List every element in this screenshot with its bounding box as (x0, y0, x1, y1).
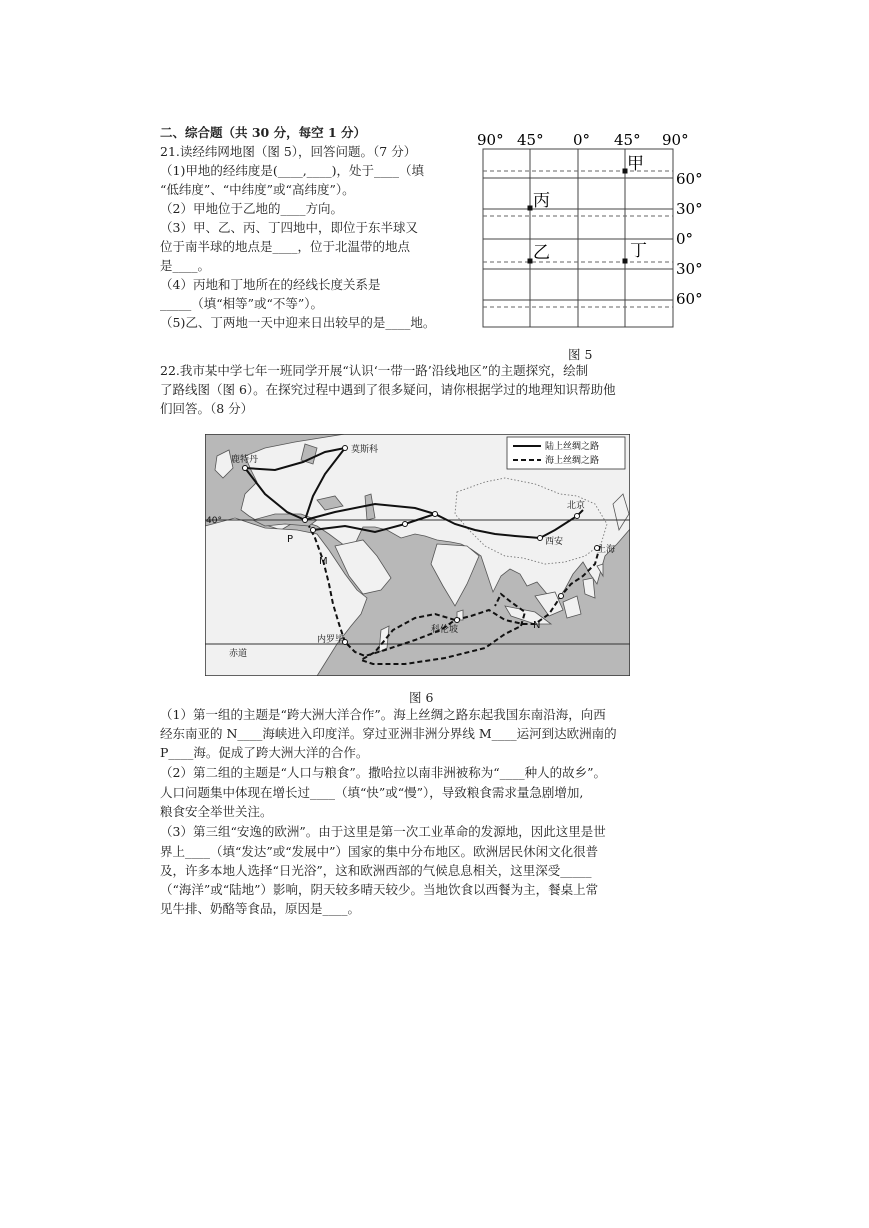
point-bing-label: 丙 (533, 191, 550, 211)
q21-line: 21.读经纬网地图（图 5），回答问题。（7 分） (160, 144, 417, 159)
route-node (538, 536, 543, 541)
q21-line: 是____。 (160, 258, 211, 273)
q22-line: P____海。促成了跨大洲大洋的合作。 (160, 745, 369, 760)
legend-sea-label: 海上丝绸之路 (545, 456, 600, 466)
q22-line: 见牛排、奶酪等食品，原因是____。 (160, 901, 361, 916)
q21-line: “低纬度”、“中纬度”或“高纬度”）。 (160, 182, 355, 197)
q22-line: （3）第三组“安逸的欧洲”。由于这里是第一次工业革命的发源地，因此这里是世 (160, 824, 606, 839)
point-ding-label: 丁 (630, 241, 647, 261)
q22-line: 经东南亚的 N____海峡进入印度洋。穿过亚洲非洲分界线 M____运河到达欧洲南的 (160, 726, 617, 741)
q22-line: 人口问题集中体现在增长过____（填“快”或“慢”），导致粮食需求量急剧增加, (160, 785, 584, 800)
point-jia-label: 甲 (627, 154, 644, 174)
q21-line: （5)乙、丁两地一天中迎来日出较早的是____地。 (160, 315, 436, 330)
q21-line: 位于南半球的地点是____，位于北温带的地点 (160, 239, 411, 254)
q22-line: 粮食安全举世关注。 (160, 804, 273, 819)
letter-m: M (319, 556, 328, 567)
q22-line: 及，许多本地人选择“日光浴”，这和欧洲西部的气候息息相关，这里深受_____ (160, 863, 592, 878)
lon-labels (477, 131, 689, 149)
lat-label: 0° (676, 230, 694, 248)
lon-label: 45° (614, 131, 641, 149)
map-legend (507, 437, 625, 469)
q22-line: 22.我市某中学七年一班同学开展“认识‘一带一路’沿线地区”的主题探究，绘制 (160, 363, 589, 378)
lon-label: 90° (662, 131, 689, 149)
q21-line: （4）丙地和丁地所在的经线长度关系是 (160, 277, 381, 292)
route-node (311, 528, 316, 533)
q22-line: 界上____（填“发达”或“发展中”）国家的集中分布地区。欧洲居民休闲文化很普 (160, 844, 599, 859)
legend-land-label: 陆上丝绸之路 (545, 442, 600, 452)
q21-line: （1)甲地的经纬度是(____,____)，处于____（填 (160, 163, 425, 178)
q22-line: （1）第一组的主题是“跨大洲大洋合作”。海上丝绸之路东起我国东南沿海，向西 (160, 707, 606, 722)
letter-p: P (287, 534, 294, 545)
route-node (403, 522, 408, 527)
equator-label: 赤道 (229, 649, 248, 659)
route-node (559, 594, 564, 599)
lat-labels (676, 170, 703, 308)
route-node (303, 518, 308, 523)
lat-40-label: 40° (206, 516, 222, 526)
route-node (343, 446, 348, 451)
belt-road-map (205, 434, 630, 676)
route-node (243, 466, 248, 471)
place-colombo: 科伦坡 (431, 625, 459, 635)
q22-line: 了路线图（图 6）。在探究过程中遇到了很多疑问，请你根据学过的地理知识帮助他 (160, 382, 616, 397)
lat-label: 30° (676, 200, 703, 218)
place-moscow: 莫斯科 (351, 445, 379, 455)
lon-label: 0° (573, 131, 591, 149)
figure-6-caption: 图 6 (409, 690, 434, 705)
q22-line: （“海洋”或“陆地”）影响，阴天较多晴天较少。当地饮食以西餐为主，餐桌上常 (160, 882, 599, 897)
point-yi-marker (528, 259, 533, 264)
figure-5-caption: 图 5 (568, 347, 593, 362)
route-node (575, 514, 580, 519)
place-beijing: 北京 (567, 501, 586, 511)
section-title: 二、综合题（共 30 分，每空 1 分） (160, 125, 367, 140)
point-ding-marker (623, 259, 628, 264)
place-shanghai: 上海 (597, 545, 616, 555)
q21-line: （3）甲、乙、丙、丁四地中，即位于东半球又 (160, 220, 418, 235)
lat-label: 30° (676, 260, 703, 278)
route-node (433, 512, 438, 517)
q22-line: （2）第二组的主题是“人口与粮食”。撒哈拉以南非洲被称为“____种人的故乡”。 (160, 765, 607, 780)
place-rotterdam: 鹿特丹 (231, 455, 259, 465)
place-xian: 西安 (545, 537, 564, 547)
latlon-grid-figure (470, 124, 720, 334)
place-nairobi: 内罗毕 (317, 635, 345, 645)
q21-line: _____（填“相等”或“不等”）。 (160, 296, 324, 311)
q22-line: 们回答。（8 分） (160, 401, 254, 416)
point-bing-marker (528, 206, 533, 211)
lon-label: 45° (517, 131, 544, 149)
point-yi-label: 乙 (533, 243, 550, 263)
lon-label: 90° (477, 131, 504, 149)
lat-label: 60° (676, 290, 703, 308)
q21-line: （2）甲地位于乙地的____方向。 (160, 201, 343, 216)
lat-label: 60° (676, 170, 703, 188)
letter-n: N (533, 620, 541, 631)
route-node (455, 618, 460, 623)
